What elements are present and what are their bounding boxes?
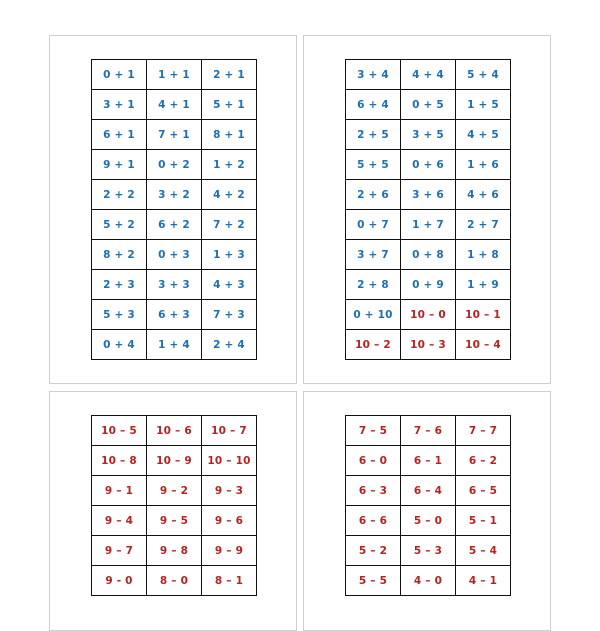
addition-fact-card: 1 + 7	[401, 210, 456, 240]
fact-row	[346, 446, 511, 476]
addition-fact-card: 0 + 6	[401, 150, 456, 180]
fact-row	[92, 506, 257, 536]
fact-row	[92, 446, 257, 476]
addition-fact-card: 6 + 1	[92, 120, 147, 150]
fact-row	[346, 120, 511, 150]
fact-row	[92, 566, 257, 596]
subtraction-fact-card: 8 – 1	[202, 566, 257, 596]
addition-fact-card: 0 + 4	[92, 330, 147, 360]
subtraction-fact-card: 7 – 7	[456, 416, 511, 446]
subtraction-fact-card: 6 – 4	[401, 476, 456, 506]
addition-fact-card: 3 + 3	[147, 270, 202, 300]
addition-fact-card: 0 + 1	[92, 60, 147, 90]
subtraction-fact-card: 10 – 0	[401, 300, 456, 330]
subtraction-fact-card: 9 – 6	[202, 506, 257, 536]
addition-fact-card: 0 + 3	[147, 240, 202, 270]
fact-row	[346, 60, 511, 90]
addition-fact-card: 2 + 1	[202, 60, 257, 90]
addition-fact-card: 3 + 2	[147, 180, 202, 210]
addition-fact-card: 0 + 10	[346, 300, 401, 330]
subtraction-fact-card: 10 – 1	[456, 300, 511, 330]
fact-row	[346, 416, 511, 446]
fact-row	[346, 240, 511, 270]
subtraction-fact-card: 5 – 0	[401, 506, 456, 536]
fact-row	[346, 270, 511, 300]
fact-row	[92, 330, 257, 360]
subtraction-fact-card: 6 – 5	[456, 476, 511, 506]
addition-fact-card: 7 + 3	[202, 300, 257, 330]
subtraction-fact-card: 5 – 1	[456, 506, 511, 536]
addition-fact-card: 8 + 1	[202, 120, 257, 150]
subtraction-fact-card: 6 – 6	[346, 506, 401, 536]
addition-fact-card: 5 + 2	[92, 210, 147, 240]
addition-fact-card: 0 + 2	[147, 150, 202, 180]
addition-fact-card: 2 + 7	[456, 210, 511, 240]
subtraction-fact-card: 9 – 8	[147, 536, 202, 566]
subtraction-fact-card: 4 – 0	[401, 566, 456, 596]
subtraction-fact-card: 9 – 3	[202, 476, 257, 506]
fact-row	[92, 210, 257, 240]
addition-fact-card: 1 + 4	[147, 330, 202, 360]
fact-table-addition-2	[345, 59, 511, 360]
fact-row	[92, 90, 257, 120]
subtraction-fact-card: 9 – 9	[202, 536, 257, 566]
fact-row	[346, 566, 511, 596]
subtraction-fact-card: 9 – 2	[147, 476, 202, 506]
addition-fact-card: 2 + 5	[346, 120, 401, 150]
fact-row	[346, 536, 511, 566]
subtraction-fact-card: 10 – 7	[202, 416, 257, 446]
subtraction-fact-card: 10 – 10	[202, 446, 257, 476]
subtraction-fact-card: 9 – 7	[92, 536, 147, 566]
subtraction-fact-card: 8 – 0	[147, 566, 202, 596]
subtraction-fact-card: 6 – 1	[401, 446, 456, 476]
subtraction-fact-card: 5 – 4	[456, 536, 511, 566]
addition-fact-card: 4 + 4	[401, 60, 456, 90]
addition-fact-card: 1 + 6	[456, 150, 511, 180]
subtraction-fact-card: 7 – 5	[346, 416, 401, 446]
fact-row	[92, 180, 257, 210]
fact-row	[92, 240, 257, 270]
subtraction-fact-card: 4 – 1	[456, 566, 511, 596]
addition-fact-card: 0 + 7	[346, 210, 401, 240]
addition-fact-card: 5 + 4	[456, 60, 511, 90]
addition-fact-card: 1 + 8	[456, 240, 511, 270]
addition-fact-card: 2 + 6	[346, 180, 401, 210]
fact-row	[346, 210, 511, 240]
fact-row	[92, 120, 257, 150]
subtraction-fact-card: 5 – 2	[346, 536, 401, 566]
subtraction-fact-card: 10 – 5	[92, 416, 147, 446]
addition-fact-card: 9 + 1	[92, 150, 147, 180]
addition-fact-card: 7 + 1	[147, 120, 202, 150]
fact-row	[346, 150, 511, 180]
fact-row	[346, 330, 511, 360]
addition-fact-card: 4 + 6	[456, 180, 511, 210]
subtraction-fact-card: 6 – 0	[346, 446, 401, 476]
addition-fact-card: 3 + 4	[346, 60, 401, 90]
subtraction-fact-card: 10 – 9	[147, 446, 202, 476]
addition-fact-card: 2 + 8	[346, 270, 401, 300]
addition-fact-card: 0 + 5	[401, 90, 456, 120]
addition-fact-card: 1 + 5	[456, 90, 511, 120]
subtraction-fact-card: 10 – 8	[92, 446, 147, 476]
addition-fact-card: 2 + 2	[92, 180, 147, 210]
addition-fact-card: 1 + 1	[147, 60, 202, 90]
fact-table-addition-1	[91, 59, 257, 360]
fact-row	[346, 506, 511, 536]
fact-row	[92, 536, 257, 566]
subtraction-fact-card: 5 – 5	[346, 566, 401, 596]
fact-row	[92, 416, 257, 446]
fact-row	[346, 476, 511, 506]
addition-fact-card: 2 + 3	[92, 270, 147, 300]
subtraction-fact-card: 9 – 5	[147, 506, 202, 536]
addition-fact-card: 5 + 3	[92, 300, 147, 330]
addition-fact-card: 4 + 3	[202, 270, 257, 300]
fact-table-subtraction-2	[345, 415, 511, 596]
subtraction-fact-card: 9 – 1	[92, 476, 147, 506]
subtraction-fact-card: 10 – 6	[147, 416, 202, 446]
subtraction-fact-card: 6 – 2	[456, 446, 511, 476]
fact-row	[92, 300, 257, 330]
addition-fact-card: 6 + 2	[147, 210, 202, 240]
addition-fact-card: 6 + 3	[147, 300, 202, 330]
fact-row	[92, 476, 257, 506]
addition-fact-card: 6 + 4	[346, 90, 401, 120]
addition-fact-card: 5 + 1	[202, 90, 257, 120]
fact-row	[346, 180, 511, 210]
fact-row	[346, 90, 511, 120]
subtraction-fact-card: 9 - 0	[92, 566, 147, 596]
addition-fact-card: 5 + 5	[346, 150, 401, 180]
addition-fact-card: 2 + 4	[202, 330, 257, 360]
addition-fact-card: 3 + 5	[401, 120, 456, 150]
addition-fact-card: 1 + 9	[456, 270, 511, 300]
addition-fact-card: 3 + 6	[401, 180, 456, 210]
addition-fact-card: 0 + 8	[401, 240, 456, 270]
subtraction-fact-card: 5 – 3	[401, 536, 456, 566]
addition-fact-card: 4 + 5	[456, 120, 511, 150]
subtraction-fact-card: 10 – 4	[456, 330, 511, 360]
fact-table-subtraction-1	[91, 415, 257, 596]
subtraction-fact-card: 10 – 3	[401, 330, 456, 360]
addition-fact-card: 0 + 9	[401, 270, 456, 300]
addition-fact-card: 4 + 2	[202, 180, 257, 210]
subtraction-fact-card: 7 – 6	[401, 416, 456, 446]
subtraction-fact-card: 6 – 3	[346, 476, 401, 506]
addition-fact-card: 1 + 3	[202, 240, 257, 270]
fact-row	[346, 300, 511, 330]
addition-fact-card: 8 + 2	[92, 240, 147, 270]
fact-row	[92, 270, 257, 300]
addition-fact-card: 7 + 2	[202, 210, 257, 240]
addition-fact-card: 4 + 1	[147, 90, 202, 120]
addition-fact-card: 1 + 2	[202, 150, 257, 180]
subtraction-fact-card: 9 – 4	[92, 506, 147, 536]
fact-row	[92, 150, 257, 180]
subtraction-fact-card: 10 – 2	[346, 330, 401, 360]
addition-fact-card: 3 + 1	[92, 90, 147, 120]
addition-fact-card: 3 + 7	[346, 240, 401, 270]
fact-row	[92, 60, 257, 90]
